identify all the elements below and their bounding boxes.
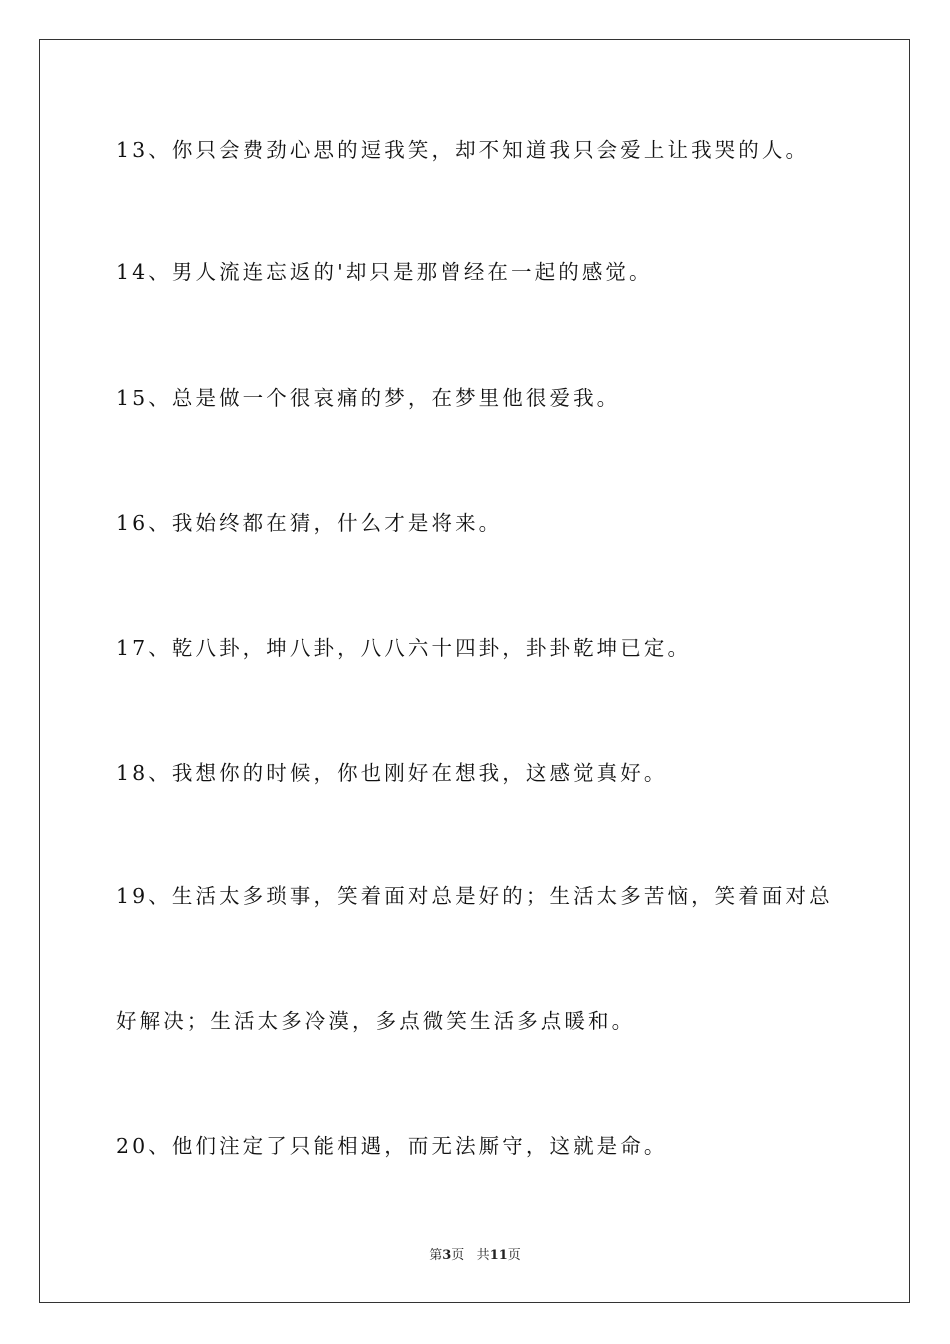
footer-page-total: 11: [489, 1248, 508, 1263]
footer-page-prefix: 第: [429, 1248, 443, 1263]
text-line-20: 20、他们注定了只能相遇，而无法厮守，这就是命。: [116, 1134, 668, 1158]
footer-total-suffix: 页: [507, 1248, 521, 1263]
footer-page-current: 3: [442, 1248, 452, 1263]
text-line-13: 13、你只会费劲心思的逗我笑，却不知道我只会爱上让我哭的人。: [116, 138, 810, 162]
text-line-19b: 好解决；生活太多冷漠，多点微笑生活多点暖和。: [116, 1009, 636, 1033]
text-line-19a: 19、生活太多琐事，笑着面对总是好的；生活太多苦恼，笑着面对总: [116, 884, 833, 908]
footer-total-prefix: 共: [476, 1248, 490, 1263]
page-footer: [0, 1246, 950, 1266]
text-line-14: 14、男人流连忘返的'却只是那曾经在一起的感觉。: [116, 260, 653, 284]
text-line-17: 17、乾八卦，坤八卦，八八六十四卦，卦卦乾坤已定。: [116, 636, 692, 660]
text-line-18: 18、我想你的时候，你也刚好在想我，这感觉真好。: [116, 761, 668, 785]
text-line-15: 15、总是做一个很哀痛的梦，在梦里他很爱我。: [116, 386, 621, 410]
page-frame: [39, 39, 910, 1303]
text-line-16: 16、我始终都在猜，什么才是将来。: [116, 511, 503, 535]
footer-page-suffix: 页: [451, 1248, 465, 1263]
